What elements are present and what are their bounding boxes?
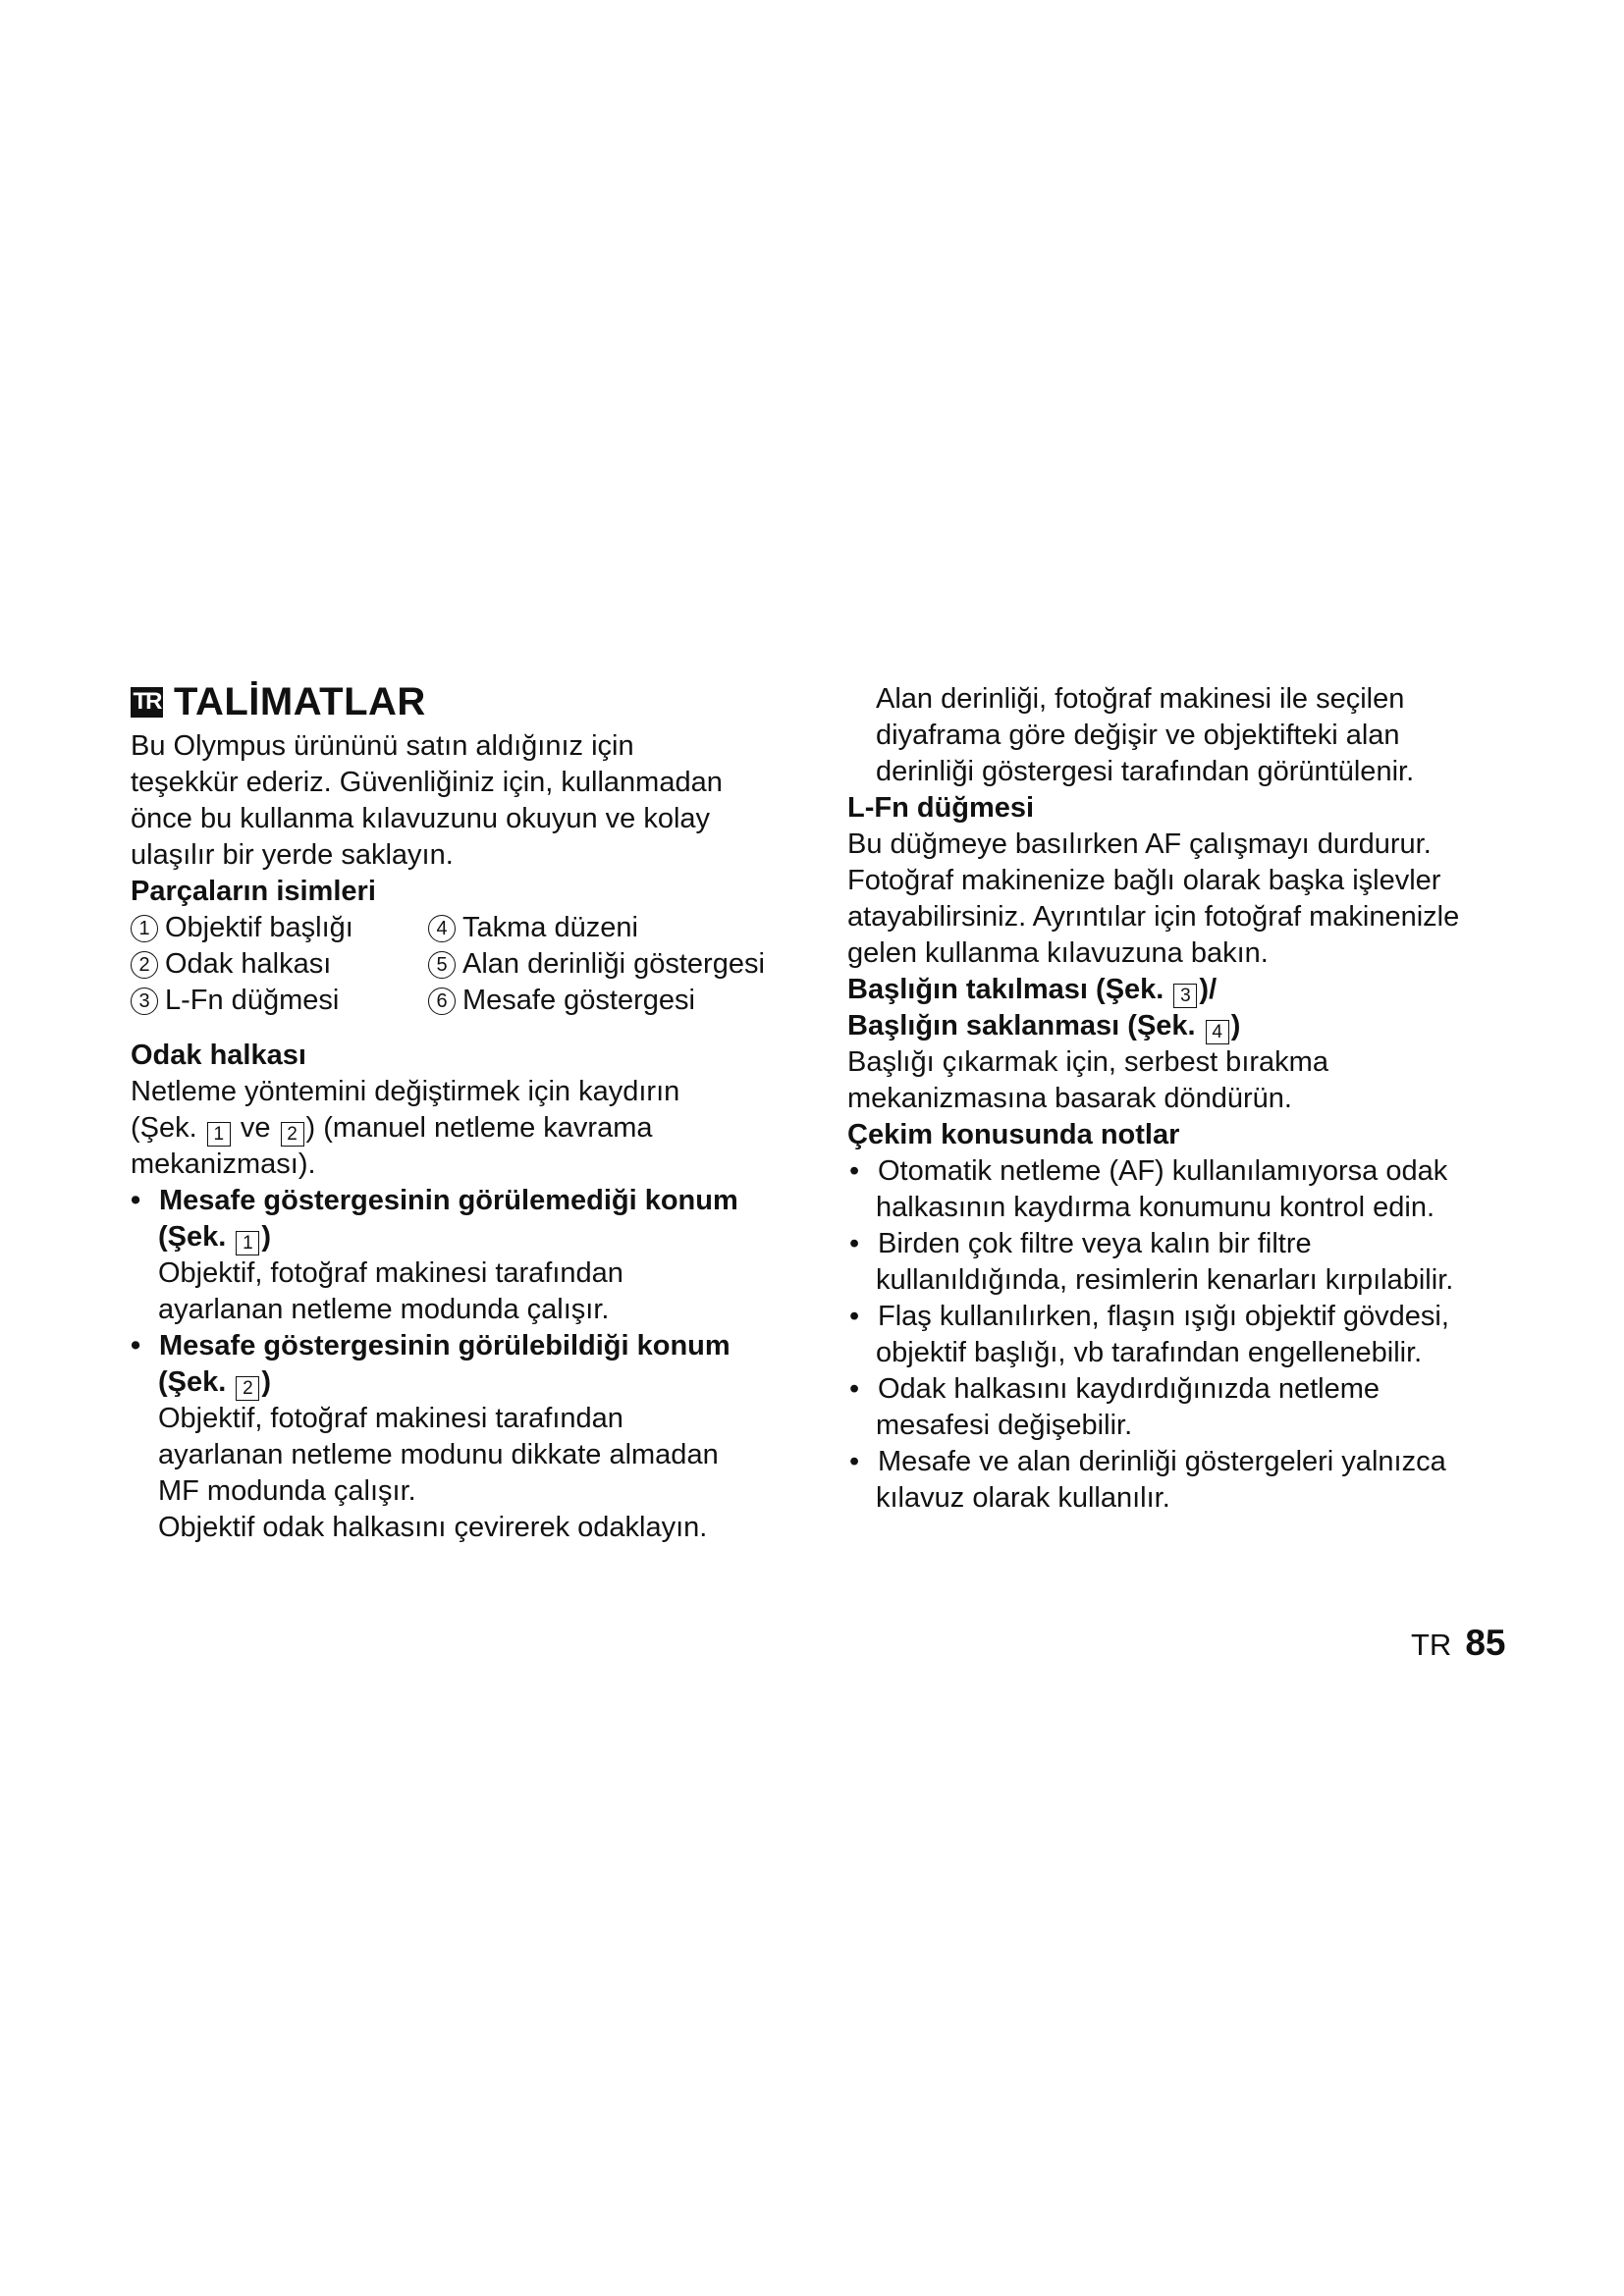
part-item-1 [131,910,353,946]
bullet-dot-icon: • [131,1185,141,1216]
figure-1-ref: 1 [207,1122,231,1147]
continuation-line: Alan derinliği, fotoğraf makinesi ile seçilen [876,683,1405,715]
ref-suffix: ) [261,1366,272,1398]
bullet-item [131,1183,808,1219]
note-text: Otomatik netleme (AF) kullanılamıyorsa odak [878,1155,1448,1187]
bullet-body: ayarlanan netleme modunu dikkate almadan [158,1439,719,1470]
heading-text: Başlığın saklanması (Şek. [847,1010,1196,1041]
circled-number: 4 [428,915,456,942]
circled-number: 2 [131,951,158,979]
ref-suffix: ) [261,1221,272,1253]
cap-line: mekanizmasına basarak döndürün. [847,1083,1292,1114]
note-item [847,1226,1535,1262]
page-title [131,675,808,728]
fig-ref-text: (Şek. [131,1112,197,1144]
continuation-line: derinliği göstergesi tarafından görüntülenir. [876,756,1415,787]
note-text: Odak halkasını kaydırdığınızda netleme [878,1373,1380,1405]
circled-number: 3 [131,988,158,1015]
cap-line: Başlığı çıkarmak için, serbest bırakma [847,1046,1328,1078]
bullet-dot-icon: • [849,1228,860,1259]
bullet-dot-icon: • [131,1330,141,1362]
part-label: Takma düzeni [462,912,638,943]
bullet-dot-icon: • [849,1155,860,1187]
lfn-line: Bu düğmeye basılırken AF çalışmayı durdurur. [847,828,1432,860]
bullet-body: MF modunda çalışır. [158,1475,416,1507]
note-item [847,1299,1535,1335]
title-text: TALİMATLAR [174,679,426,723]
figure-4-ref: 4 [1206,1020,1229,1044]
figure-3-ref: 3 [1173,984,1197,1008]
continuation-line: diyaframa göre değişir ve objektifteki alan [876,720,1400,751]
intro-line: teşekkür ederiz. Güvenliğiniz için, kullanmadan [131,767,723,798]
note-text: mesafesi değişebilir. [876,1410,1133,1441]
part-label: Mesafe göstergesi [462,985,695,1016]
heading-text: Başlığın takılması (Şek. [847,974,1164,1005]
part-item-5 [428,946,765,983]
circled-number: 1 [131,915,158,942]
note-text: Mesafe ve alan derinliği göstergeleri yalnızca [878,1446,1446,1477]
focus-ring-line: mekanizması). [131,1148,316,1180]
bullet-dot-icon: • [849,1301,860,1332]
intro-line: Bu Olympus ürününü satın aldığınız için [131,730,634,762]
bullet-body: Objektif, fotoğraf makinesi tarafından [158,1257,623,1289]
note-text: kullanıldığında, resimlerin kenarları kırpılabilir. [876,1264,1454,1296]
lfn-line: Fotoğraf makinenize bağlı olarak başka işlevler [847,865,1441,896]
lfn-heading: L-Fn düğmesi [847,792,1035,824]
figure-2-ref: 2 [236,1376,259,1401]
part-label: Alan derinliği göstergesi [462,948,765,980]
cap-attach-heading [847,972,1535,1008]
ref-prefix: (Şek. [158,1366,227,1398]
note-text: Flaş kullanılırken, flaşın ışığı objektif gövdesi, [878,1301,1449,1332]
figure-1-ref: 1 [236,1231,259,1255]
part-label: L-Fn düğmesi [165,985,340,1016]
page-footer [1411,1623,1505,1664]
note-text: objektif başlığı, vb tarafından engellenebilir. [876,1337,1423,1368]
lfn-line: gelen kullanma kılavuzuna bakın. [847,937,1269,969]
note-text: halkasının kaydırma konumunu kontrol edin. [876,1192,1435,1223]
bullet-body: Objektif, fotoğraf makinesi tarafından [158,1403,623,1434]
bullet-title: Mesafe göstergesinin görülemediği konum [159,1185,738,1216]
intro-line: ulaşılır bir yerde saklayın. [131,839,454,871]
bullet-dot-icon: • [849,1446,860,1477]
bullet-ref [131,1364,808,1401]
footer-language: TR [1411,1628,1452,1662]
note-item [847,1371,1535,1408]
bullet-title: Mesafe göstergesinin görülebildiği konum [159,1330,731,1362]
focus-ring-line [131,1110,808,1147]
left-column [131,677,808,1546]
note-text: Birden çok filtre veya kalın bir filtre [878,1228,1312,1259]
circled-number: 5 [428,951,456,979]
right-column [847,681,1535,1517]
page-number: 85 [1465,1623,1506,1663]
bullet-body: Objektif odak halkasını çevirerek odaklayın. [158,1512,708,1543]
focus-ring-heading: Odak halkası [131,1040,306,1071]
fig-ref-text: ) (manuel netleme kavrama [305,1112,653,1144]
intro-line: önce bu kullanma kılavuzunu okuyun ve kolay [131,803,711,834]
cap-store-heading [847,1008,1535,1044]
ref-prefix: (Şek. [158,1221,227,1253]
bullet-ref [131,1219,808,1255]
notes-heading: Çekim konusunda notlar [847,1119,1180,1150]
figure-2-ref: 2 [281,1122,304,1147]
note-item [847,1444,1535,1480]
heading-text: ) [1230,1010,1241,1041]
note-text: kılavuz olarak kullanılır. [876,1482,1170,1514]
part-item-4 [428,910,638,946]
bullet-body: ayarlanan netleme modunda çalışır. [158,1294,610,1325]
bullet-dot-icon: • [849,1373,860,1405]
part-label: Odak halkası [165,948,332,980]
part-label: Objektif başlığı [165,912,353,943]
part-item-6 [428,983,695,1019]
heading-text: )/ [1199,974,1218,1005]
parts-list [131,910,808,1019]
fig-ref-text: ve [240,1112,271,1144]
focus-ring-line: Netleme yöntemini değiştirmek için kaydırın [131,1076,680,1107]
circled-number: 6 [428,988,456,1015]
parts-heading: Parçaların isimleri [131,876,376,907]
bullet-item [131,1328,808,1364]
lfn-line: atayabilirsiniz. Ayrıntılar için fotoğraf makinenizle [847,901,1460,933]
note-item [847,1153,1535,1190]
tr-language-badge: TR [131,687,163,718]
part-item-2 [131,946,331,983]
part-item-3 [131,983,339,1019]
